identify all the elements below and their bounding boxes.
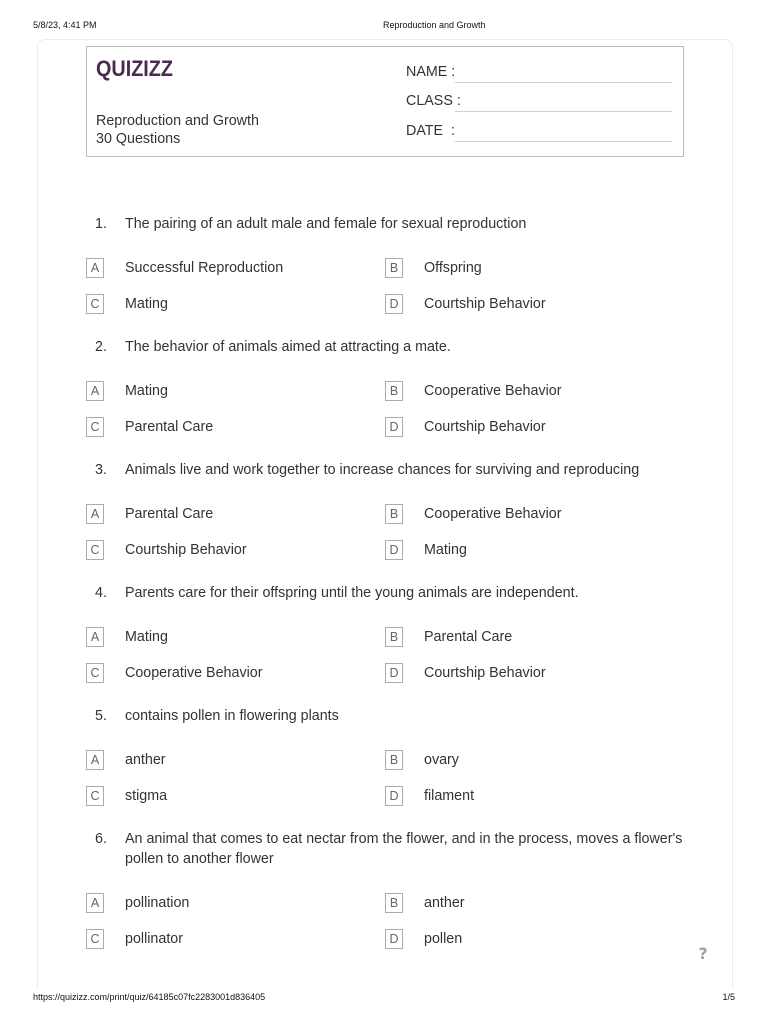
option-letter-box: D [385, 294, 403, 314]
option-b [385, 258, 675, 278]
answer-options [86, 750, 726, 806]
question-number: 1. [95, 216, 107, 232]
option-a [86, 893, 376, 913]
option-text: ovary [424, 752, 459, 768]
question-text: Parents care for their offspring until the young animals are independent. [125, 585, 579, 601]
option-b [385, 381, 675, 401]
class-write-in-line [455, 111, 672, 112]
option-text: Courtship Behavior [424, 665, 546, 681]
option-letter-box: B [385, 893, 403, 913]
question-item [86, 337, 726, 437]
option-d [385, 540, 675, 560]
option-row [86, 540, 726, 560]
option-row [86, 627, 726, 647]
option-letter-box: A [86, 381, 104, 401]
question-number: 5. [95, 708, 107, 724]
option-letter-box: D [385, 929, 403, 949]
question-text: An animal that comes to eat nectar from the flower, and in the process, moves a flower's pollen to another flower [125, 831, 683, 867]
option-text: Cooperative Behavior [424, 506, 562, 522]
question-item [86, 214, 726, 314]
option-letter-box: A [86, 504, 104, 524]
worksheet-title: Reproduction and Growth [96, 113, 259, 129]
name-field [406, 63, 672, 85]
print-footer-url: https://quizizz.com/print/quiz/64185c07fc2283001d836405 [33, 992, 266, 1002]
question-header [86, 337, 726, 357]
question-header [86, 214, 726, 234]
option-a [86, 504, 376, 524]
answer-options [86, 504, 726, 560]
class-field [406, 92, 672, 114]
option-row [86, 663, 726, 683]
option-a [86, 258, 376, 278]
option-letter-box: D [385, 540, 403, 560]
option-text: anther [424, 895, 465, 911]
option-text: Mating [125, 629, 168, 645]
option-text: pollination [125, 895, 190, 911]
option-letter-box: D [385, 417, 403, 437]
option-row [86, 258, 726, 278]
quizizz-logo [96, 56, 176, 82]
option-c [86, 417, 376, 437]
date-field-label: DATE : [406, 123, 455, 139]
option-text: Cooperative Behavior [125, 665, 263, 681]
option-row [86, 294, 726, 314]
question-item [86, 706, 726, 806]
answer-options [86, 893, 726, 949]
answer-options [86, 381, 726, 437]
option-text: Mating [125, 383, 168, 399]
question-count: 30 Questions [96, 131, 181, 147]
option-letter-box: C [86, 540, 104, 560]
quizizz-logo-text: QUIZIZZ [96, 56, 173, 81]
question-item [86, 829, 726, 949]
option-text: Courtship Behavior [125, 542, 247, 558]
option-row [86, 786, 726, 806]
question-number: 2. [95, 339, 107, 355]
option-letter-box: A [86, 258, 104, 278]
option-letter-box: A [86, 627, 104, 647]
question-text: The pairing of an adult male and female for sexual reproduction [125, 216, 527, 232]
option-c [86, 929, 376, 949]
question-item [86, 460, 726, 560]
option-d [385, 294, 675, 314]
print-header-datetime: 5/8/23, 4:41 PM [33, 20, 97, 30]
option-b [385, 627, 675, 647]
question-number: 4. [95, 585, 107, 601]
question-item [86, 583, 726, 683]
question-text: contains pollen in flowering plants [125, 708, 339, 724]
question-header [86, 706, 726, 726]
option-row [86, 929, 726, 949]
worksheet-header [86, 46, 684, 157]
option-text: Offspring [424, 260, 482, 276]
option-d [385, 786, 675, 806]
option-a [86, 381, 376, 401]
option-letter-box: A [86, 893, 104, 913]
option-text: anther [125, 752, 166, 768]
answer-options [86, 627, 726, 683]
option-d [385, 929, 675, 949]
option-text: Mating [125, 296, 168, 312]
option-letter-box: B [385, 504, 403, 524]
print-header-title: Reproduction and Growth [383, 20, 486, 30]
question-header [86, 583, 726, 603]
option-d [385, 417, 675, 437]
question-mark-icon: ? [698, 944, 708, 963]
option-row [86, 504, 726, 524]
option-text: Successful Reproduction [125, 260, 284, 276]
option-text: pollinator [125, 931, 184, 947]
option-b [385, 750, 675, 770]
option-letter-box: D [385, 663, 403, 683]
option-row [86, 381, 726, 401]
option-letter-box: D [385, 786, 403, 806]
question-header [86, 460, 726, 480]
option-b [385, 893, 675, 913]
option-c [86, 540, 376, 560]
option-row [86, 417, 726, 437]
option-c [86, 786, 376, 806]
help-button[interactable] [695, 944, 711, 964]
option-text: Parental Care [125, 419, 214, 435]
question-text: The behavior of animals aimed at attracting a mate. [125, 339, 451, 355]
answer-options [86, 258, 726, 314]
question-list [86, 214, 726, 949]
option-d [385, 663, 675, 683]
option-row [86, 893, 726, 913]
option-text: Parental Care [424, 629, 513, 645]
option-c [86, 294, 376, 314]
question-text: Animals live and work together to increase chances for surviving and reproducing [125, 462, 640, 478]
option-letter-box: A [86, 750, 104, 770]
option-letter-box: C [86, 929, 104, 949]
option-letter-box: B [385, 750, 403, 770]
question-header [86, 829, 726, 869]
option-text: Courtship Behavior [424, 419, 546, 435]
date-field [406, 122, 672, 144]
class-field-label: CLASS : [406, 93, 461, 109]
date-write-in-line [455, 141, 672, 142]
option-text: filament [424, 788, 475, 804]
option-text: pollen [424, 931, 463, 947]
name-write-in-line [455, 82, 672, 83]
option-text: stigma [125, 788, 168, 804]
option-c [86, 663, 376, 683]
option-text: Cooperative Behavior [424, 383, 562, 399]
option-letter-box: B [385, 627, 403, 647]
option-text: Courtship Behavior [424, 296, 546, 312]
option-text: Mating [424, 542, 467, 558]
option-text: Parental Care [125, 506, 214, 522]
question-number: 6. [95, 831, 107, 847]
question-number: 3. [95, 462, 107, 478]
option-a [86, 627, 376, 647]
option-letter-box: B [385, 381, 403, 401]
option-letter-box: C [86, 663, 104, 683]
option-letter-box: C [86, 417, 104, 437]
option-letter-box: C [86, 786, 104, 806]
name-field-label: NAME : [406, 64, 456, 80]
option-letter-box: C [86, 294, 104, 314]
option-letter-box: B [385, 258, 403, 278]
option-b [385, 504, 675, 524]
option-a [86, 750, 376, 770]
print-footer-page-number: 1/5 [722, 992, 735, 1002]
option-row [86, 750, 726, 770]
